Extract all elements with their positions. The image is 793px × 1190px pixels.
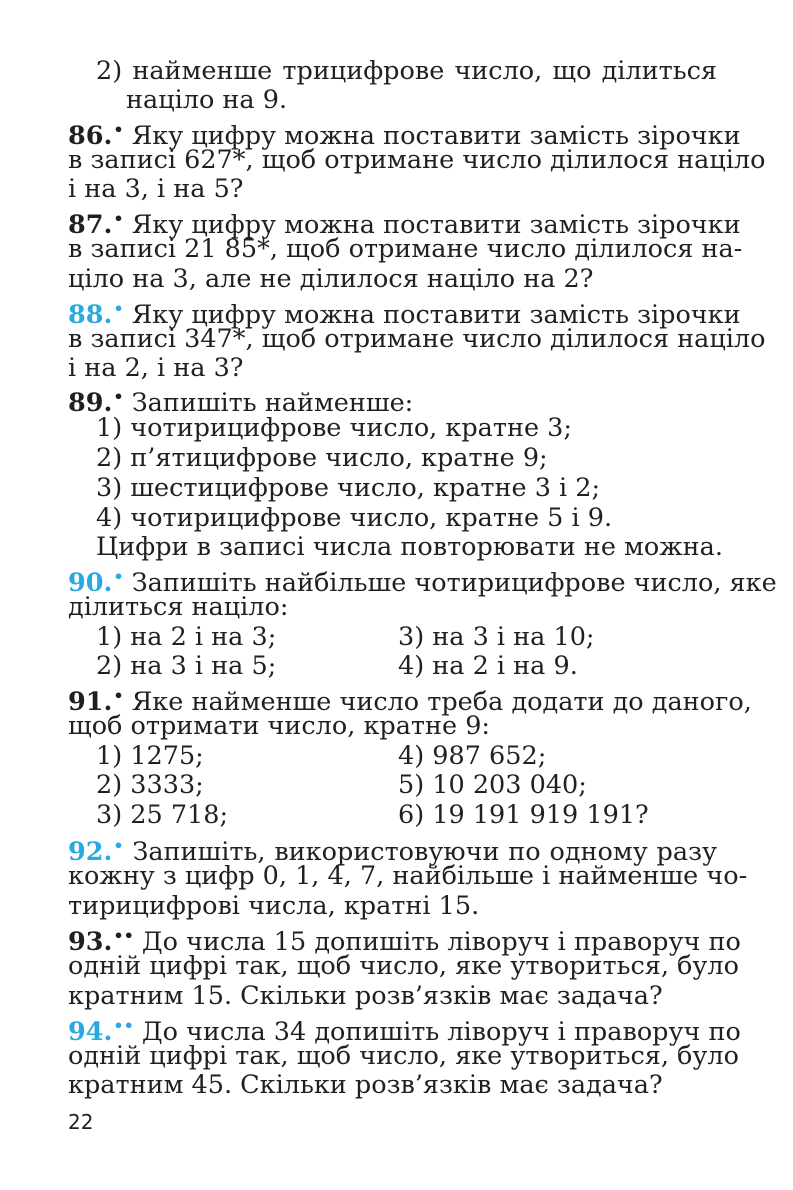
list-item: 1) на 2 і на 3; <box>96 622 277 652</box>
text-line: ділиться націло: <box>68 592 289 622</box>
list-item: 2) п’ятицифрове число, кратне 9; <box>96 443 548 473</box>
list-item: 4) 987 652; <box>398 741 547 771</box>
page-number: 22 <box>68 1110 94 1134</box>
text-line: кожну з цифр 0, 1, 4, 7, найбільше і найменше чо- <box>68 861 748 891</box>
text-line: в записі 21 85*, щоб отримане число ділилося на- <box>68 234 743 264</box>
exercise-number: 90.• <box>68 567 124 598</box>
exercise-91: 91.• Яке найменше число треба додати до даного, <box>68 686 752 717</box>
text-line: кратним 45. Скільки розв’язків має задача? <box>68 1070 663 1100</box>
exercise-number: 88.• <box>68 299 124 330</box>
list-item: 5) 10 203 040; <box>398 770 587 800</box>
text-line: одній цифрі так, щоб число, яке утвориться, було <box>68 951 739 981</box>
list-item: 3) шестицифрове число, кратне 3 і 2; <box>96 473 601 503</box>
list-item: 6) 19 191 919 191? <box>398 800 649 830</box>
exercise-89: 89.• Запишіть найменше: <box>68 387 414 418</box>
exercise-number: 92.• <box>68 836 124 867</box>
text-line: в записі 627*, щоб отримане число ділилося націло <box>68 145 766 175</box>
text-line: 2) найменше трицифрове число, що ділиться <box>96 56 717 86</box>
note: Цифри в записі числа повторювати не можна. <box>96 532 723 562</box>
list-item: 3) на 3 і на 10; <box>398 622 595 652</box>
list-item: 1) 1275; <box>96 741 204 771</box>
exercise-number: 94.•• <box>68 1016 134 1047</box>
exercise-90: 90.• Запишіть найбільше чотирицифрове число, яке <box>68 567 777 598</box>
list-row <box>96 741 717 771</box>
exercise-number: 89.• <box>68 387 124 418</box>
exercise-88: 88.• Яку цифру можна поставити замість зірочки <box>68 299 741 330</box>
text-line: і на 2, і на 3? <box>68 353 244 383</box>
list-item: 4) чотирицифрове число, кратне 5 і 9. <box>96 503 613 533</box>
list-item: 4) на 2 і на 9. <box>398 651 578 681</box>
text-line: ціло на 3, але не ділилося націло на 2? <box>68 264 594 294</box>
list-item: 1) чотирицифрове число, кратне 3; <box>96 413 572 443</box>
text-line: тирицифрові числа, кратні 15. <box>68 891 480 921</box>
exercise-number: 86.• <box>68 120 124 151</box>
exercise-number: 93.•• <box>68 926 134 957</box>
exercise-92: 92.• Запишіть, використовуючи по одному разу <box>68 836 717 867</box>
text-line: кратним 15. Скільки розв’язків має задача? <box>68 981 663 1011</box>
list-item: 2) на 3 і на 5; <box>96 651 277 681</box>
list-row <box>96 651 717 681</box>
exercise-number: 87.• <box>68 209 124 240</box>
exercise-87: 87.• Яку цифру можна поставити замість зірочки <box>68 209 741 240</box>
exercise-number: 91.• <box>68 686 124 717</box>
list-row <box>96 770 717 800</box>
list-row <box>96 800 717 830</box>
text-line: в записі 347*, щоб отримане число ділилося націло <box>68 324 766 354</box>
text-line: і на 3, і на 5? <box>68 174 244 204</box>
text-line: щоб отримати число, кратне 9: <box>68 711 491 741</box>
text-line: одній цифрі так, щоб число, яке утвориться, було <box>68 1041 739 1071</box>
exercise-86: 86.• Яку цифру можна поставити замість зірочки <box>68 120 741 151</box>
list-row <box>96 622 717 652</box>
list-item: 2) 3333; <box>96 770 204 800</box>
exercise-93: 93.•• До числа 15 допишіть ліворуч і праворуч по <box>68 926 741 957</box>
exercise-94: 94.•• До числа 34 допишіть ліворуч і праворуч по <box>68 1016 741 1047</box>
text-line: націло на 9. <box>126 85 288 115</box>
list-item: 3) 25 718; <box>96 800 229 830</box>
